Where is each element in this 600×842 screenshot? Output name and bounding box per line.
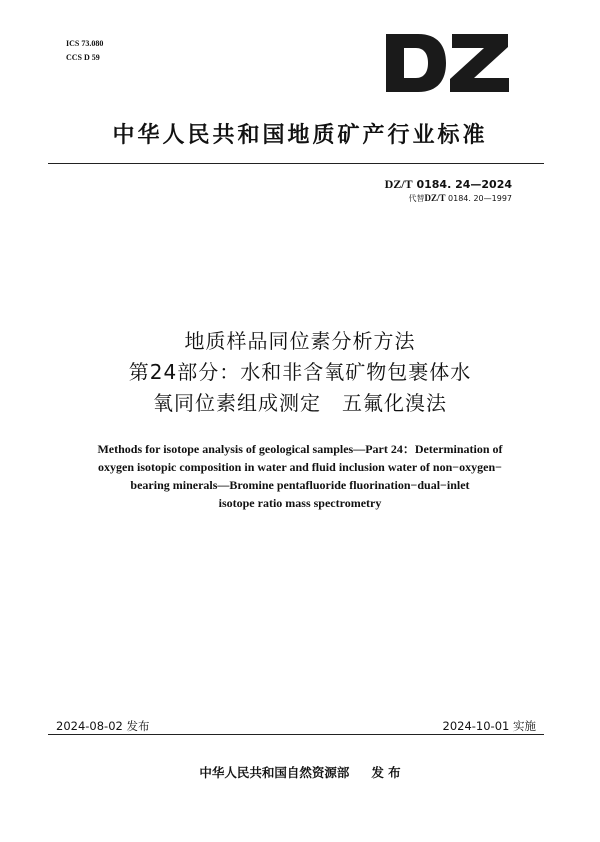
classification-codes: [66, 37, 103, 65]
standard-number: [385, 177, 512, 192]
issue-date: 2024-08-02 发布: [56, 719, 150, 733]
publisher-action: 发 布: [371, 765, 401, 780]
replaces-label: 代替: [408, 194, 425, 203]
standard-number-value: 0184. 24—2024: [416, 178, 512, 191]
standard-number-prefix: DZ/T: [384, 177, 413, 191]
standard-category-title: 中华人民共和国地质矿产行业标准: [112, 123, 488, 148]
replaces-standard: [408, 193, 512, 204]
replaces-number: 0184. 20—1997: [448, 194, 512, 203]
english-title: [60, 440, 540, 512]
chinese-title: [0, 326, 600, 419]
chinese-title-line-3: 氧同位素组成测定 五氟化溴法: [153, 391, 447, 415]
chinese-title-line-2: 第24部分：水和非含氧矿物包裹体水: [128, 360, 472, 384]
english-title-line-2: oxygen isotopic composition in water and fluid inclusion water of non−oxygen−: [98, 460, 502, 474]
publisher-line: [0, 763, 600, 781]
publisher-name: 中华人民共和国自然资源部: [199, 765, 350, 780]
english-title-line-3: bearing minerals—Bromine pentafluoride fluorination−dual−inlet: [130, 478, 470, 492]
header-divider: [48, 163, 544, 164]
ccs-code: CCS D 59: [66, 53, 100, 62]
dz-logo: [384, 32, 512, 94]
english-title-line-1: Methods for isotope analysis of geological samples—Part 24：Determination of: [97, 442, 503, 456]
effective-date: 2024-10-01 实施: [442, 719, 536, 733]
replaces-prefix: DZ/T: [424, 193, 446, 203]
english-title-line-4: isotope ratio mass spectrometry: [218, 496, 382, 510]
footer-divider: [48, 734, 544, 735]
chinese-title-line-1: 地质样品同位素分析方法: [184, 329, 416, 353]
ics-code: ICS 73.080: [66, 39, 104, 48]
